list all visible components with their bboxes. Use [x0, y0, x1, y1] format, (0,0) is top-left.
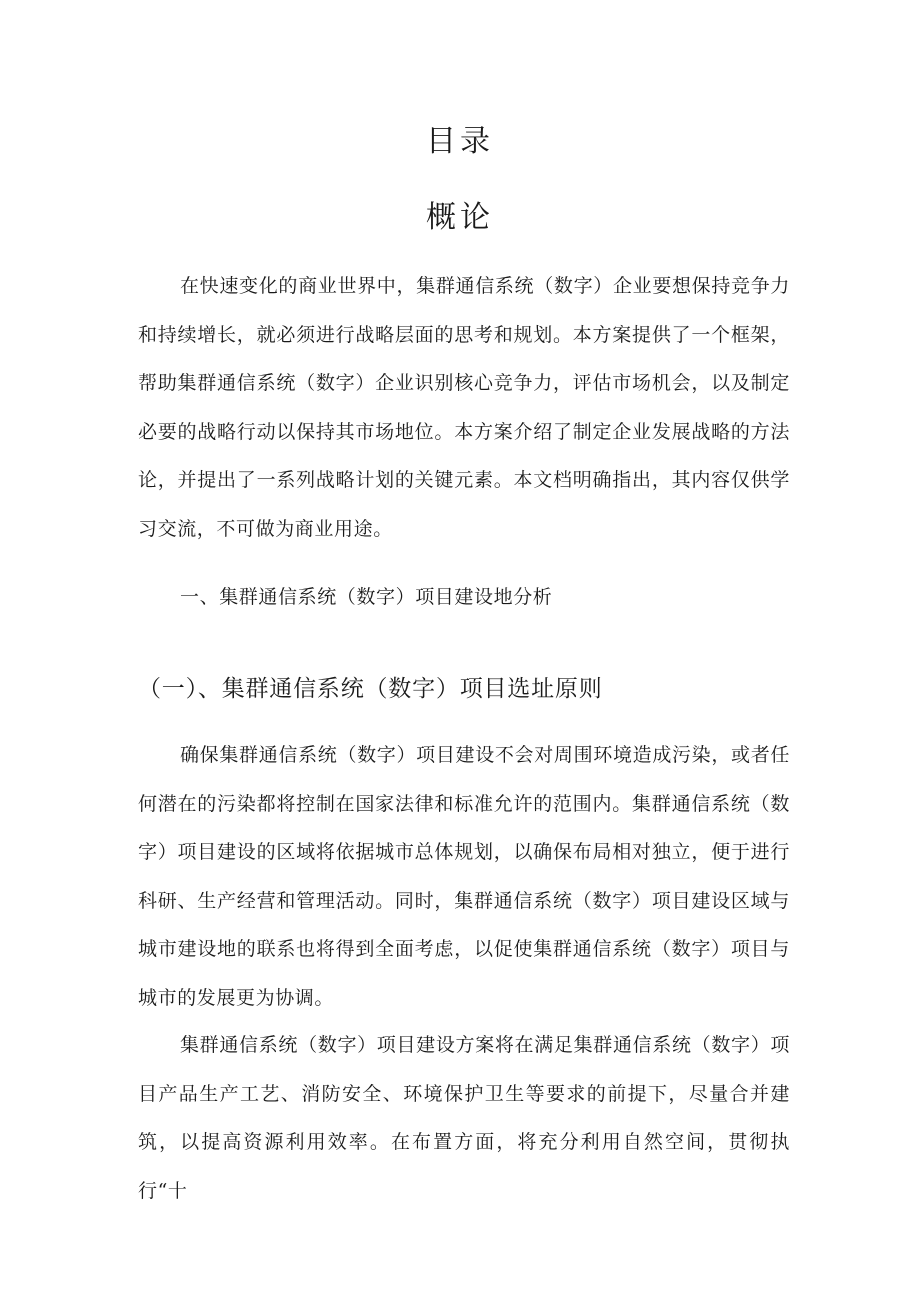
body-paragraph-2: 集群通信系统（数字）项目建设方案将在满足集群通信系统（数字）项目产品生产工艺、消防安全、环境保护卫生等要求的前提下，尽量合并建筑，以提高资源利用效率。在布置方面，将充分利用自然空间，贯彻执行“十 — [138, 1034, 790, 1202]
subsection-heading: （一）、集群通信系统（数字）项目选址原则 — [138, 676, 603, 702]
intro-paragraph: 在快速变化的商业世界中，集群通信系统（数字）企业要想保持竞争力和持续增长，就必须进行战略层面的思考和规划。本方案提供了一个框架，帮助集群通信系统（数字）企业识别核心竞争力，评估市场机会，以及制定必要的战略行动以保持其市场地位。本方案介绍了制定企业发展战略的方法论，并提出了一系列战略计划的关键元素。本文档明确指出，其内容仅供学习交流，不可做为商业用途。 — [138, 275, 790, 540]
section-heading: 一、集群通信系统（数字）项目建设地分析 — [180, 586, 553, 608]
body-paragraph-1: 确保集群通信系统（数字）项目建设不会对周围环境造成污染，或者任何潜在的污染都将控制在国家法律和标准允许的范围内。集群通信系统（数字）项目建设的区域将依据城市总体规划，以确保布局相对独立，便于进行科研、生产经营和管理活动。同时，集群通信系统（数字）项目建设区域与城市建设地的联系也将得到全面考虑，以促使集群通信系统（数字）项目与城市的发展更为协调。 — [138, 744, 790, 1009]
toc-title: 目录 — [426, 124, 494, 159]
intro-title: 概论 — [426, 200, 494, 235]
